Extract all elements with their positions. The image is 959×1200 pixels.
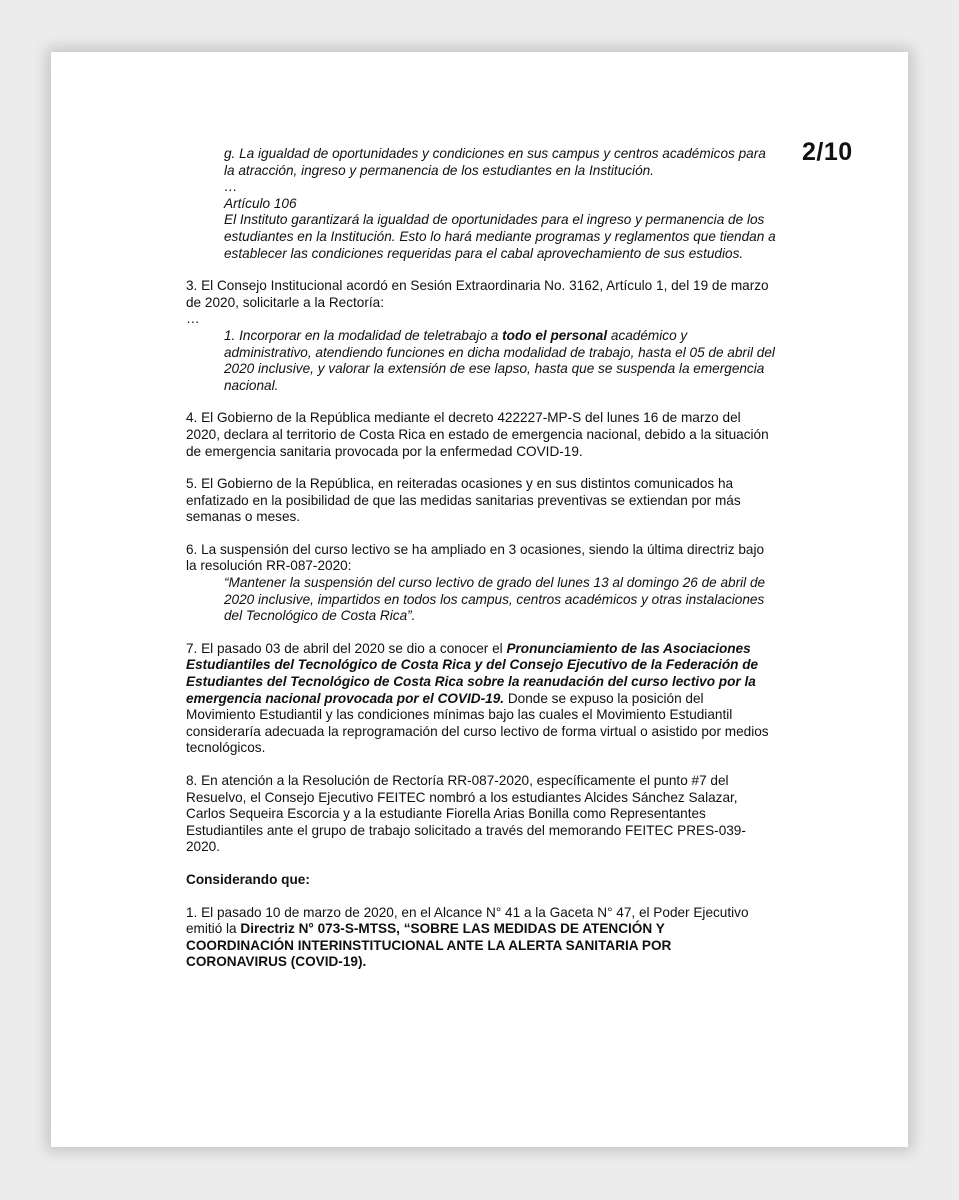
- paragraph-item-4: 4. El Gobierno de la República mediante el decreto 422227-MP-S del lunes 16 de marzo del 2020, declara al territorio de Costa Rica en estado de emergencia nacional, debido a la situación de emergencia sanitaria provocada por la enfermedad COVID-19.: [186, 410, 769, 459]
- considerando-item-1: 1. El pasado 10 de marzo de 2020, en el Alcance N° 41 a la Gaceta N° 47, el Poder Ejecutivo emitió la Directriz N° 073-S-MTSS, “SOBRE LAS MEDIDAS DE ATENCIÓN Y COORDINACIÓN INTERINSTITUCIONAL ANTE LA ALERTA SANITARIA POR CORONAVIRUS (COVID-19).: [186, 904, 749, 970]
- considerando-heading: Considerando que:: [186, 871, 310, 887]
- article-text: El Instituto garantizará la igualdad de oportunidades para el ingreso y permanencia de los estudiantes en la Institución. Esto lo hará mediante programas y reglamentos que tiendan a establecer las condiciones requeridas para el cabal aprovechamiento de sus estudios.: [224, 212, 776, 261]
- page-number: 2/10: [802, 138, 853, 166]
- quote-item-g: g. La igualdad de oportunidades y condiciones en sus campus y centros académicos para la atracción, ingreso y permanencia de los estudiantes en la Institución.: [224, 146, 766, 178]
- emphasis-text: todo el personal: [502, 327, 608, 343]
- ellipsis: …: [186, 311, 200, 327]
- article-title: Artículo 106: [224, 195, 297, 211]
- quote-item-6: “Mantener la suspensión del curso lectivo de grado del lunes 13 al domingo 26 de abril de 2020 inclusive, impartidos en todos los campus, centros académicos y otras instalaciones del Tecnológico de Costa Rica”.: [224, 575, 766, 624]
- paragraph-item-8: 8. En atención a la Resolución de Rectoría RR-087-2020, específicamente el punto #7 del Resuelvo, el Consejo Ejecutivo FEITEC nombró a los estudiantes Alcides Sánchez Salazar, Carlos Sequeira Escorcia y a la estudiante Fiorella Arias Bonilla como Representantes Estudiantiles ante el grupo de trabajo solicitado a través del memorando FEITEC PRES-039-2020.: [186, 773, 746, 855]
- ellipsis: …: [224, 179, 238, 195]
- quote-item-3: 1. Incorporar en la modalidad de teletrabajo a todo el personal académico y administrativo, atendiendo funciones en dicha modalidad de trabajo, hasta el 05 de abril del 2020 inclusive, y valorar la extensión de ese lapso, hasta que se suspenda la emergencia nacional.: [224, 327, 775, 393]
- paragraph-item-6: 6. La suspensión del curso lectivo se ha ampliado en 3 ocasiones, siendo la última directriz bajo la resolución RR-087-2020:: [186, 541, 765, 574]
- document-body: [186, 146, 776, 971]
- paragraph-item-7: 7. El pasado 03 de abril del 2020 se dio a conocer el Pronunciamiento de las Asociaciones Estudiantiles del Tecnológico de Costa Rica y del Consejo Ejecutivo de la Federación de Estudiantes del Tecnológico de Costa Rica sobre la reanudación del curso lectivo por la emergencia nacional provocada por el COVID-19. Donde se expuso la posición del Movimiento Estudiantil y las condiciones mínimas bajo las cuales el Movimiento Estudiantil consideraría adecuada la reprogramación del curso lectivo de forma virtual o asistido por medios tecnológicos.: [186, 640, 769, 756]
- pronunciamiento-title: Pronunciamiento de las Asociaciones Estudiantiles del Tecnológico de Costa Rica y del Consejo Ejecutivo de la Federación de Estudiantes del Tecnológico de Costa Rica sobre la reanudación del curso lectivo por la emergencia nacional provocada por el COVID-19.: [186, 640, 759, 706]
- paragraph-item-5: 5. El Gobierno de la República, en reiteradas ocasiones y en sus distintos comunicados ha enfatizado en la posibilidad de que las medidas sanitarias preventivas se extiendan por más semanas o meses.: [186, 476, 741, 525]
- directriz-title: Directriz N° 073-S-MTSS, “SOBRE LAS MEDIDAS DE ATENCIÓN Y COORDINACIÓN INTERINSTITUCIONAL ANTE LA ALERTA SANITARIA POR CORONAVIRUS (COVID-19).: [186, 921, 672, 970]
- paragraph-item-3: 3. El Consejo Institucional acordó en Sesión Extraordinaria No. 3162, Artículo 1, del 19 de marzo de 2020, solicitarle a la Rectoría:: [186, 278, 769, 310]
